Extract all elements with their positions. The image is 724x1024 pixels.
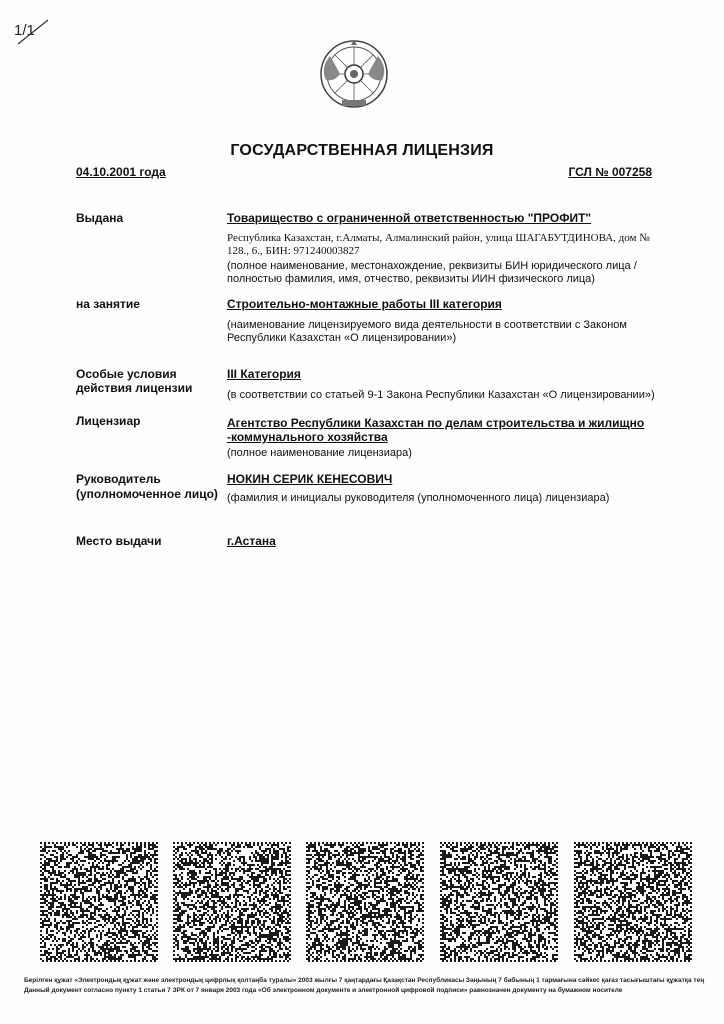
issued-to-label: Выдана bbox=[76, 211, 124, 225]
activity-note-line2: Республики Казахстан «О лицензировании») bbox=[227, 332, 457, 344]
page-marker: 1/1 bbox=[14, 22, 35, 39]
issued-to-value: Товарищество с ограниченной ответственностью "ПРОФИТ" bbox=[227, 211, 592, 225]
barcode-icon bbox=[306, 842, 424, 962]
activity-value: Строительно-монтажные работы III категория bbox=[227, 297, 502, 311]
head-label-line2: (уполномоченное лицо) bbox=[76, 487, 218, 501]
footer-line-russian: Данный документ согласно пункту 1 статьи 7 ЗРК от 7 января 2003 года «Об электронном документе и электронной цифровой подписи» равнозначен документу на бумажном носителе bbox=[24, 987, 623, 994]
head-label-line1: Руководитель bbox=[76, 472, 161, 486]
activity-note-line1: (наименование лицензируемого вида деятельности в соответствии с Законом bbox=[227, 319, 627, 331]
issued-to-note-line2: полностью фамилия, имя, отчество, реквизиты ИИН физического лица) bbox=[227, 273, 595, 285]
issued-to-note-line1: (полное наименование, местонахождение, реквизиты БИН юридического лица / bbox=[227, 260, 637, 272]
place-label: Место выдачи bbox=[76, 534, 162, 548]
issued-to-address-line2: 128., 6., БИН: 971240003827 bbox=[227, 245, 360, 257]
head-note: (фамилия и инициалы руководителя (уполномоченного лица) лицензиара) bbox=[227, 492, 610, 504]
footer-line-kazakh: Берілген құжат «Электрондық құжат және электрондық цифрлық қолтаңба туралы» 2003 жылғы 7 қаңтардағы Қазақстан Республикасы Заңының 7 бабының 1 тармағына сәйкес қағаз тасығыштағы құжатқа тең bbox=[24, 977, 705, 984]
head-value: НОКИН СЕРИК КЕНЕСОВИЧ bbox=[227, 472, 393, 486]
licensor-value-line1: Агентство Республики Казахстан по делам строительства и жилищно bbox=[227, 416, 645, 430]
place-value: г.Астана bbox=[227, 534, 276, 548]
licensor-note: (полное наименование лицензиара) bbox=[227, 447, 412, 459]
activity-label: на занятие bbox=[76, 297, 140, 311]
license-number: ГСЛ № 007258 bbox=[568, 165, 652, 179]
conditions-label-line1: Особые условия bbox=[76, 367, 177, 381]
state-emblem-icon bbox=[318, 38, 390, 110]
barcode-icon bbox=[440, 842, 558, 962]
issued-to-address-line1: Республика Казахстан, г.Алматы, Алмалинский район, улица ШАГАБУТДИНОВА, дом № bbox=[227, 232, 650, 244]
conditions-label-line2: действия лицензии bbox=[76, 381, 193, 395]
conditions-note: (в соответствии со статьей 9-1 Закона Республики Казахстан «О лицензировании») bbox=[227, 389, 655, 401]
handwritten-slash-icon bbox=[14, 18, 52, 46]
conditions-value: III Категория bbox=[227, 367, 301, 381]
footer-text bbox=[24, 976, 704, 996]
licensor-value-line2: -коммунального хозяйства bbox=[227, 430, 388, 444]
issue-date: 04.10.2001 года bbox=[76, 165, 166, 179]
barcode-icon bbox=[574, 842, 692, 962]
barcode-icon bbox=[173, 842, 291, 962]
barcode-icon bbox=[40, 842, 158, 962]
barcode-row bbox=[40, 842, 700, 962]
licensor-label: Лицензиар bbox=[76, 414, 141, 428]
document-title: ГОСУДАРСТВЕННАЯ ЛИЦЕНЗИЯ bbox=[230, 142, 494, 159]
